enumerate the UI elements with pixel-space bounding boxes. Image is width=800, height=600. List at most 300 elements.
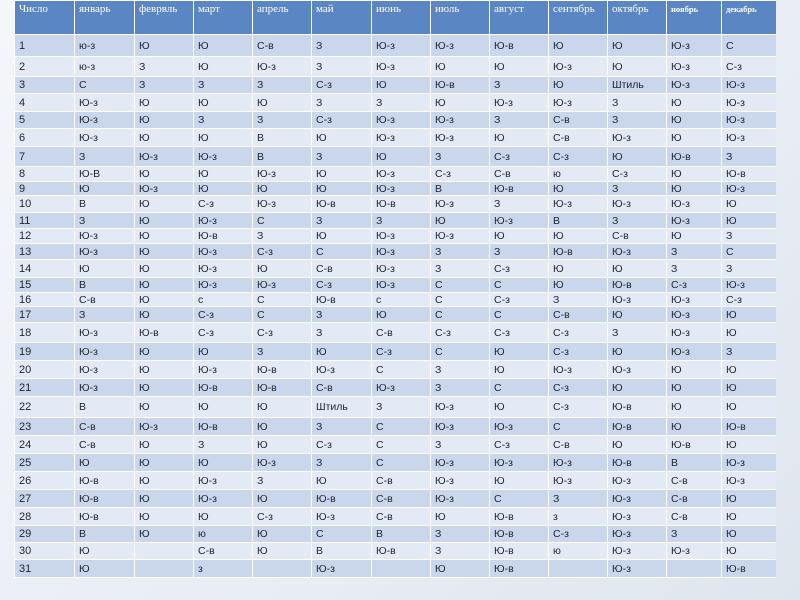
wind-direction-cell: З [312,35,372,57]
header-april: апрель [253,1,312,35]
wind-direction-cell: Ю-в [608,397,667,418]
wind-direction-cell: с [194,293,253,307]
wind-direction-cell: Ю-в [490,560,549,578]
wind-direction-cell: с [372,293,431,307]
wind-direction-cell: Ю-з [253,454,312,472]
wind-direction-cell: Ю-в [194,379,253,397]
day-number-cell: 31 [15,560,75,578]
wind-direction-cell: С [549,418,608,436]
wind-direction-cell: С-в [194,543,253,560]
wind-direction-cell: Ю-в [490,526,549,543]
wind-direction-cell: З [194,77,253,94]
wind-direction-cell: З [75,147,135,167]
wind-direction-cell: Штиль [312,397,372,418]
wind-direction-cell: С-в [549,436,608,454]
wind-direction-cell: Ю [490,361,549,379]
wind-direction-cell: Ю-з [431,196,490,213]
wind-direction-cell: Ю-з [372,129,431,147]
table-row [15,77,777,94]
wind-direction-cell: З [549,490,608,508]
wind-direction-cell: З [253,229,312,244]
wind-direction-cell: Ю-з [372,35,431,57]
wind-direction-cell: Ю-з [431,229,490,244]
wind-direction-cell: Ю-в [312,196,372,213]
wind-direction-cell: С [372,418,431,436]
wind-direction-cell: Ю-з [75,129,135,147]
wind-direction-cell: З [312,57,372,77]
wind-direction-cell: Ю [667,229,722,244]
wind-direction-cell: Ю-з [431,112,490,129]
wind-direction-cell: С-з [372,343,431,361]
wind-direction-cell: Ю-з [608,490,667,508]
wind-direction-cell: Ю [722,379,777,397]
wind-direction-cell: Ю [722,543,777,560]
wind-direction-cell: С [312,526,372,543]
wind-direction-cell: З [490,77,549,94]
wind-direction-cell: Ю-з [194,147,253,167]
wind-direction-cell: С [431,293,490,307]
table-row [15,167,777,182]
day-number-cell: 5 [15,112,75,129]
wind-direction-cell: Ю-з [608,196,667,213]
wind-direction-cell: Ю [135,94,194,112]
table-row [15,129,777,147]
wind-direction-cell: Ю-в [194,229,253,244]
wind-direction-cell: З [490,196,549,213]
wind-direction-cell: С-з [312,278,372,293]
wind-direction-cell: Ю [667,167,722,182]
wind-direction-cell: Ю-в [75,508,135,526]
wind-direction-cell: Ю-в [722,560,777,578]
wind-direction-cell: Ю-в [608,454,667,472]
wind-direction-cell: Ю [253,94,312,112]
wind-direction-cell: З [253,77,312,94]
wind-direction-cell: З [431,260,490,278]
wind-direction-cell: З [431,526,490,543]
wind-direction-cell: С [312,244,372,260]
wind-direction-cell: С-з [667,278,722,293]
wind-direction-cell: Ю-з [312,508,372,526]
wind-direction-cell: Ю [431,213,490,229]
wind-direction-cell: Ю-з [194,472,253,490]
wind-direction-cell: Ю [722,196,777,213]
wind-direction-cell: Ю-з [135,418,194,436]
table-row [15,379,777,397]
wind-direction-cell: Ю-в [667,147,722,167]
header-january: январь [75,1,135,35]
wind-direction-cell: В [75,196,135,213]
day-number-cell: 4 [15,94,75,112]
wind-direction-cell: Ю [372,77,431,94]
wind-direction-cell: Ю [372,147,431,167]
wind-direction-cell: С-в [667,490,722,508]
wind-direction-cell: Ю-з [372,278,431,293]
day-number-cell: 20 [15,361,75,379]
wind-direction-cell: Ю [253,490,312,508]
wind-direction-cell: Ю-з [608,543,667,560]
wind-direction-cell: Ю-з [431,490,490,508]
wind-direction-cell: Ю-з [667,543,722,560]
wind-direction-cell: Ю [194,182,253,196]
wind-direction-cell: З [490,112,549,129]
wind-direction-cell: С [431,278,490,293]
table-header-row [15,1,777,35]
wind-direction-cell: С-з [722,293,777,307]
wind-direction-cell: С-в [608,229,667,244]
wind-direction-cell: Ю [75,182,135,196]
table-row [15,229,777,244]
wind-direction-cell: Ю-з [490,213,549,229]
wind-direction-cell: Ю-з [372,167,431,182]
wind-direction-cell: Ю-з [667,213,722,229]
wind-direction-cell: Ю [75,454,135,472]
wind-direction-cell: Ю-з [608,244,667,260]
wind-direction-cell: Ю-в [75,490,135,508]
day-number-cell: 13 [15,244,75,260]
table-row [15,508,777,526]
table-row [15,436,777,454]
wind-direction-cell: Ю-з [135,147,194,167]
wind-direction-cell: Ю [608,307,667,323]
wind-direction-cell: Ю-з [608,526,667,543]
wind-direction-cell: Ю-з [194,244,253,260]
table-row [15,147,777,167]
wind-direction-cell: Ю-в [312,293,372,307]
wind-direction-cell: С-з [253,244,312,260]
wind-direction-cell: Ю-з [75,112,135,129]
wind-direction-cell: Ю-з [372,379,431,397]
day-number-cell: 7 [15,147,75,167]
wind-direction-cell: З [608,213,667,229]
wind-direction-cell: Ю-з [75,361,135,379]
wind-direction-cell: Ю [722,213,777,229]
day-number-cell: 21 [15,379,75,397]
table-row [15,361,777,379]
wind-direction-cell: С-в [372,508,431,526]
header-february: феврвль [135,1,194,35]
wind-direction-cell: Ю [312,343,372,361]
wind-direction-cell: Ю-в [194,418,253,436]
wind-direction-cell: Ю-з [253,57,312,77]
wind-direction-cell: Ю-з [431,397,490,418]
wind-direction-cell: Ю [490,397,549,418]
header-august: август [490,1,549,35]
day-number-cell: 10 [15,196,75,213]
wind-direction-cell: Ю [667,397,722,418]
wind-direction-cell: Ю [667,361,722,379]
wind-direction-cell: С-з [549,397,608,418]
wind-direction-cell: З [490,244,549,260]
wind-direction-cell: С-в [372,323,431,343]
wind-direction-cell: С-в [372,472,431,490]
wind-direction-cell: В [253,129,312,147]
wind-direction-cell: С-в [549,129,608,147]
wind-direction-cell: Ю [722,490,777,508]
wind-direction-cell: Ю [135,213,194,229]
wind-direction-cell: С-з [253,508,312,526]
wind-direction-cell: З [431,244,490,260]
wind-direction-cell: Ю [253,397,312,418]
wind-direction-cell: С-з [722,57,777,77]
wind-direction-cell: С-в [667,508,722,526]
wind-direction-cell: з [194,560,253,578]
wind-direction-cell: С-з [490,147,549,167]
day-number-cell: 3 [15,77,75,94]
table-row [15,472,777,490]
wind-direction-cell: Ю [135,260,194,278]
wind-direction-cell: Ю-з [372,182,431,196]
day-number-cell: 30 [15,543,75,560]
wind-direction-cell: Ю-з [608,293,667,307]
wind-direction-cell: С-з [431,323,490,343]
wind-direction-cell: Ю [135,436,194,454]
wind-direction-cell: В [667,454,722,472]
wind-direction-cell: Ю-з [194,361,253,379]
wind-direction-cell: Ю [312,182,372,196]
wind-direction-cell: Ю [722,397,777,418]
header-november: ноябрь [667,1,722,35]
wind-direction-cell: Ю [135,293,194,307]
wind-direction-cell: Ю [312,229,372,244]
wind-direction-cell: Ю [135,35,194,57]
wind-direction-cell: Ю-з [75,323,135,343]
wind-direction-cell: Ю-з [75,229,135,244]
wind-direction-cell: Ю-з [372,244,431,260]
wind-direction-cell: Ю [194,129,253,147]
wind-direction-cell: Ю-з [194,260,253,278]
day-number-cell: 2 [15,57,75,77]
wind-direction-cell: З [431,379,490,397]
wind-direction-cell: Ю [135,112,194,129]
wind-direction-cell: Ю [667,129,722,147]
wind-direction-cell: Ю-в [490,543,549,560]
table-row [15,57,777,77]
wind-direction-cell: З [722,229,777,244]
wind-direction-cell: Ю-з [431,472,490,490]
wind-direction-cell: Ю [253,543,312,560]
wind-direction-cell: С-з [549,379,608,397]
wind-direction-cell: Ю-в [253,361,312,379]
wind-direction-cell: Ю-з [431,35,490,57]
wind-direction-cell [372,560,431,578]
wind-direction-cell: Ю-з [312,361,372,379]
wind-direction-cell: С [253,213,312,229]
wind-direction-cell: Ю-з [608,361,667,379]
wind-direction-cell: З [312,323,372,343]
table-row [15,397,777,418]
table-row [15,293,777,307]
day-number-cell: 18 [15,323,75,343]
header-june: июнь [372,1,431,35]
wind-direction-cell: С-в [667,472,722,490]
wind-direction-cell: З [372,213,431,229]
wind-direction-cell: Ю-в [490,35,549,57]
wind-direction-cell: З [722,260,777,278]
wind-direction-cell: С [490,278,549,293]
wind-direction-cell: Ю [312,129,372,147]
wind-direction-cell: Ю-з [549,454,608,472]
wind-direction-cell: Ю-з [722,454,777,472]
wind-direction-cell: Ю [135,379,194,397]
wind-direction-cell: С-з [490,323,549,343]
wind-direction-cell: Ю [135,167,194,182]
wind-direction-cell: З [608,94,667,112]
day-number-cell: 29 [15,526,75,543]
wind-direction-cell: С-в [75,436,135,454]
wind-direction-cell: Ю [312,167,372,182]
wind-direction-cell: Ю [490,343,549,361]
wind-direction-cell: С-в [490,167,549,182]
wind-direction-cell: Ю [667,379,722,397]
wind-direction-cell: Ю [608,147,667,167]
wind-direction-cell: Ю [608,57,667,77]
wind-direction-cell: С-в [372,490,431,508]
wind-direction-cell: Ю-з [549,196,608,213]
wind-direction-cell: Ю [135,472,194,490]
wind-direction-cell: С [722,35,777,57]
day-number-cell: 24 [15,436,75,454]
wind-direction-cell: Ю [722,361,777,379]
wind-direction-cell: З [312,147,372,167]
wind-direction-cell: Ю [667,112,722,129]
day-number-cell: 6 [15,129,75,147]
wind-direction-cell: Ю-з [722,182,777,196]
wind-direction-cell: Ю-з [667,293,722,307]
wind-direction-cell: Ю [135,129,194,147]
day-number-cell: 23 [15,418,75,436]
wind-direction-cell: З [312,213,372,229]
wind-direction-cell: З [253,343,312,361]
wind-direction-cell: З [135,57,194,77]
wind-direction-cell: Ю [490,129,549,147]
wind-direction-cell: Ю-з [667,35,722,57]
wind-direction-cell: З [312,307,372,323]
wind-direction-cell: Ю-з [667,343,722,361]
wind-direction-cell: С [431,343,490,361]
wind-direction-cell: Ю-з [490,454,549,472]
wind-direction-cell: Ю-в [722,418,777,436]
header-may: май [312,1,372,35]
wind-direction-cell [549,560,608,578]
wind-direction-cell: С-в [75,418,135,436]
wind-direction-cell: С-з [194,307,253,323]
wind-direction-cell: С [490,379,549,397]
wind-direction-cell: Ю [608,379,667,397]
wind-direction-cell: З [194,112,253,129]
wind-direction-cell: Ю-з [135,182,194,196]
wind-direction-cell [667,560,722,578]
wind-direction-cell: Ю [608,35,667,57]
wind-direction-cell: С-з [312,436,372,454]
wind-direction-cell: Ю-в [372,543,431,560]
wind-direction-cell: Ю-з [549,361,608,379]
wind-direction-cell: Ю-з [667,196,722,213]
table-row [15,454,777,472]
wind-direction-cell: С [75,77,135,94]
day-number-cell: 1 [15,35,75,57]
wind-direction-cell: Ю [490,229,549,244]
wind-direction-cell: Ю-в [75,472,135,490]
wind-direction-cell: з [549,508,608,526]
wind-direction-cell: З [431,543,490,560]
wind-direction-cell: Ю-з [722,472,777,490]
wind-direction-cell: С [372,436,431,454]
wind-direction-cell: Ю [194,94,253,112]
wind-direction-cell: Ю-з [549,472,608,490]
wind-direction-cell: Ю-з [253,196,312,213]
wind-direction-cell: Ю-з [490,418,549,436]
wind-direction-cell: С-з [312,77,372,94]
wind-direction-cell: С [431,307,490,323]
day-number-cell: 15 [15,278,75,293]
wind-direction-cell: В [75,397,135,418]
wind-direction-cell: З [667,526,722,543]
wind-direction-cell: В [312,543,372,560]
table-row [15,196,777,213]
wind-direction-cell: Ю-з [75,343,135,361]
wind-direction-cell: Ю-з [549,57,608,77]
wind-direction-cell: Ю-з [667,57,722,77]
wind-direction-cell: Ю [194,397,253,418]
wind-direction-cell: С [490,307,549,323]
wind-direction-cell: З [372,397,431,418]
wind-direction-cell: Ю [135,361,194,379]
wind-direction-cell: Ю [135,526,194,543]
wind-direction-cell: Ю [608,343,667,361]
table-row [15,35,777,57]
wind-direction-cell: З [431,147,490,167]
wind-direction-cell: Ю-з [431,129,490,147]
wind-direction-cell: Ю [253,260,312,278]
wind-direction-cell: Ю [549,182,608,196]
wind-direction-cell: З [431,361,490,379]
wind-direction-cell: Ю [667,182,722,196]
wind-direction-cell: С-з [312,112,372,129]
day-number-cell: 9 [15,182,75,196]
wind-direction-cell: З [135,77,194,94]
header-day: Число [15,1,75,35]
wind-direction-cell: Ю [722,323,777,343]
wind-direction-cell: Ю-з [608,129,667,147]
wind-direction-cell: С-з [253,323,312,343]
wind-direction-cell: С-з [431,167,490,182]
wind-direction-cell: Ю-з [372,112,431,129]
wind-direction-cell: Ю-з [431,418,490,436]
wind-direction-cell: Ю [722,526,777,543]
header-march: март [194,1,253,35]
wind-direction-cell [135,560,194,578]
wind-direction-cell: В [372,526,431,543]
wind-direction-cell: Ю-з [194,278,253,293]
wind-direction-cell: Ю [722,307,777,323]
wind-direction-cell: Ю [722,508,777,526]
wind-direction-cell [135,543,194,560]
wind-direction-cell: Ю-з [722,129,777,147]
wind-direction-cell: В [549,213,608,229]
wind-direction-cell: Ю [608,260,667,278]
wind-direction-cell: З [194,436,253,454]
wind-direction-cell: Ю [667,94,722,112]
wind-direction-cell: Ю-з [372,260,431,278]
wind-direction-cell: Ю [722,436,777,454]
wind-direction-cell: Ю-з [312,560,372,578]
wind-direction-cell: Ю [135,508,194,526]
wind-direction-cell: Ю-з [667,323,722,343]
wind-direction-cell: Ю [135,307,194,323]
day-number-cell: 17 [15,307,75,323]
wind-direction-cell: ю [549,167,608,182]
header-october: октябрь [608,1,667,35]
